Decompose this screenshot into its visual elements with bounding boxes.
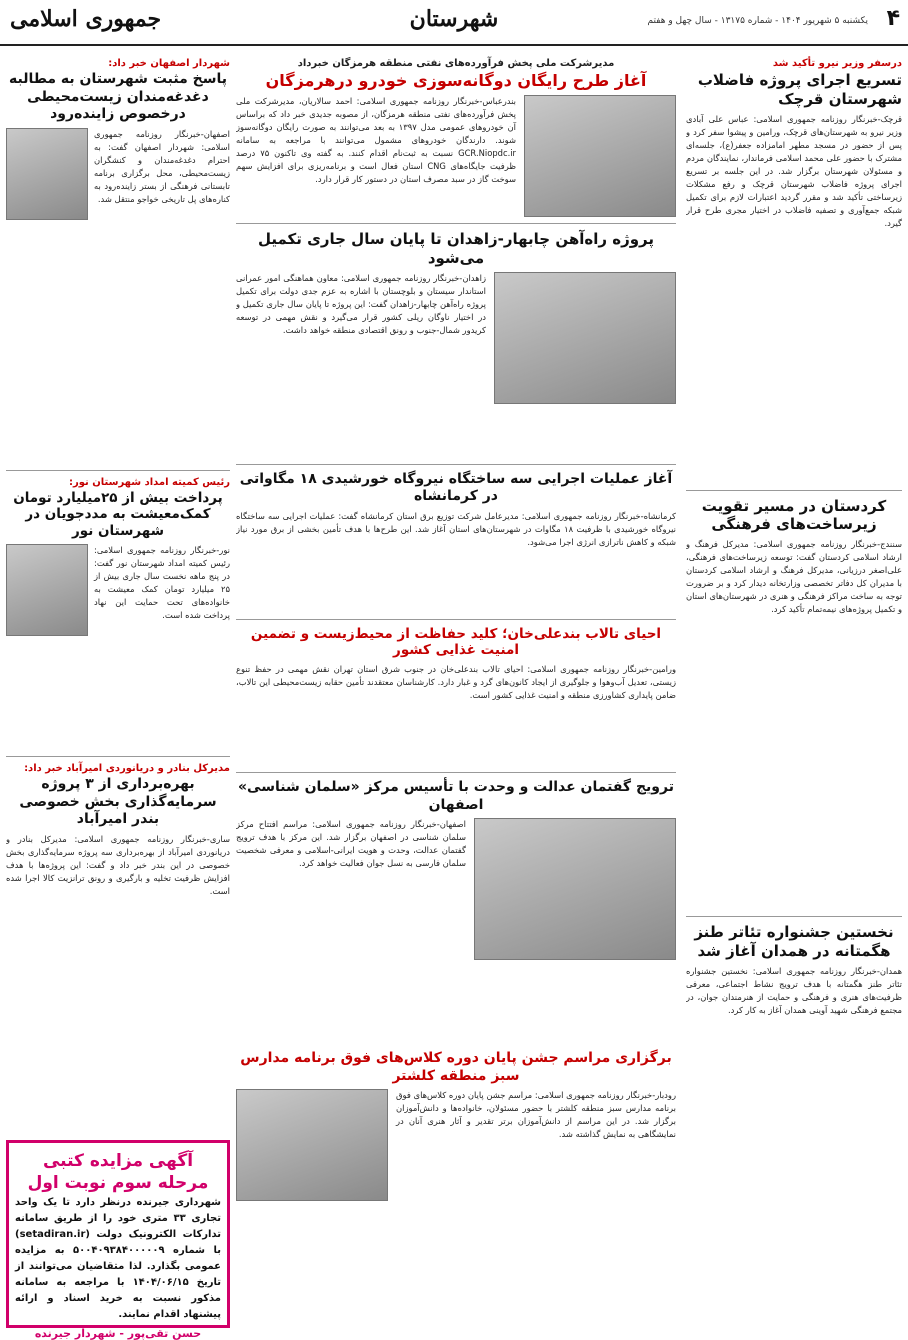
left-column bbox=[6, 56, 230, 1136]
headline: بهره‌برداری از ۳ پروژه سرمایه‌گذاری بخش خصوصی بندر امیرآباد bbox=[19, 776, 217, 828]
article-body: نور-خبرنگار روزنامه جمهوری اسلامی: رئیس کمیته امداد شهرستان نور گفت: در پنج ماهه نخست سال جاری بیش از ۲۵ میلیارد تومان کمک معیشت به خانواده‌های تحت حمایت این نهاد پرداخت شده است. bbox=[94, 545, 230, 621]
headline: پرداخت بیش از ۲۵میلیارد تومان کمک‌معیشت به مددجویان در شهرستان نور bbox=[13, 489, 223, 540]
headline: آغاز طرح رایگان دوگانه‌سوزی خودرو درهرمزگان bbox=[265, 71, 647, 90]
photo-official bbox=[6, 544, 88, 636]
photo-official bbox=[524, 95, 676, 217]
kicker: شهردار اصفهان خبر داد: bbox=[108, 58, 230, 69]
kicker: مدیرکل بنادر و دریانوردی امیرآباد خبر داد: bbox=[24, 763, 230, 775]
headline: احیای تالاب بندعلی‌خان؛ کلید حفاظت از محیط‌زیست و تضمین امنیت غذایی کشور bbox=[250, 625, 662, 659]
headline: آغاز عملیات اجرایی سه ساختگاه نیروگاه خورشیدی ۱۸ مگاواتی در کرمانشاه bbox=[239, 470, 673, 504]
kicker: درسفر وزیر نیرو تأکید شد bbox=[772, 58, 902, 69]
kicker: رئیس کمیته امداد شهرستان نور: bbox=[68, 476, 230, 488]
ad-title: آگهی مزایده کتبی bbox=[42, 1151, 194, 1171]
photo-students bbox=[236, 1089, 388, 1201]
headline: ترویج گفتمان عدالت و وحدت با تأسیس مرکز «سلمان شناسی» اصفهان bbox=[238, 779, 674, 813]
article-body: اصفهان-خبرنگار روزنامه جمهوری اسلامی: مراسم افتتاح مرکز سلمان شناسی در اصفهان برگزار شد. این مرکز با هدف ترویج گفتمان عدالت، وحدت و هویت ایرانی-اسلامی و معرفی شخصیت سلمان فارسی به نسل جوان فعالیت خواهد کرد. bbox=[236, 819, 466, 869]
page-number: ۴ bbox=[886, 6, 900, 31]
article-body: کرمانشاه-خبرنگار روزنامه جمهوری اسلامی: مدیرعامل شرکت توزیع برق استان کرمانشاه گفت: عملیات اجرایی سه ساختگاه نیروگاه خورشیدی با ظرفیت ۱۸ مگاوات در شهرستان‌های استان آغاز شد. این طرح‌ها با هدف تأمین بخشی از برق مورد نیاز شبکه و کاهش ناترازی انرژی اجرا می‌شود. bbox=[236, 510, 676, 547]
kicker: مدیرشرکت ملی پخش فرآورده‌های نفتی منطقه هرمزگان خبرداد bbox=[297, 58, 615, 69]
article-body: همدان-خبرنگار روزنامه جمهوری اسلامی: نخستین جشنواره تئاتر طنز هگمتانه با هدف ترویج نشاط اجتماعی، معرفی ظرفیت‌های هنری و فرهنگی و حمایت از هنرمندان جوان، در مجتمع فرهنگی شهید آوینی همدان آغاز به کار کرد. bbox=[686, 965, 902, 1015]
article-body: بندرعباس-خبرنگار روزنامه جمهوری اسلامی: احمد سالاریان، مدیرشرکت ملی پخش فرآورده‌های نفتی منطقه هرمزگان، از مصوبه جدیدی خبر داد که براساس آن خودروهای عمومی مدل ۱۳۹۷ به بعد می‌توانند به صورت رایگان دوگانه‌سوز شوند. دارندگان خودروهای مشمول می‌توانند با مراجعه به سامانه GCR.Niopdc.ir نسبت به ثبت‌نام اقدام کنند. به گفته وی تاکنون ۷۵ درصد ظرفیت جایگاه‌های CNG استان فعال است و برنامه‌ریزی برای افزایش سهم سوخت گاز در سبد مصرف استان در دستور کار قرار دارد. bbox=[236, 96, 516, 185]
headline: تسریع اجرای پروژه فاضلاب شهرستان قرچک bbox=[697, 71, 902, 108]
ad-signature: حسن تقی‌پور - شهردار جیرنده bbox=[34, 1327, 202, 1340]
article-body: سنندج-خبرنگار روزنامه جمهوری اسلامی: مدیرکل فرهنگ و ارشاد اسلامی کردستان گفت: توسعه زیرساخت‌های فرهنگی، علی‌اصغر درزیانی، مدیرکل فرهنگ و ارشاد اسلامی کردستان با مدیران کل دفاتر تخصصی وزارتخانه دیدار کرد و بر ضرورت توجه به ساخت مراکز فرهنگی و هنری در شهرستان‌های استان و تکمیل پروژه‌های نیمه‌تمام تأکید کرد. bbox=[686, 539, 902, 615]
photo-mayor bbox=[6, 128, 88, 220]
bottom-article bbox=[236, 1048, 676, 1328]
article-body: اصفهان-خبرنگار روزنامه جمهوری اسلامی: شهردار اصفهان گفت: به احترام دغدغه‌مندان و کنشگران زیست‌محیطی، محل برگزاری برنامه تابستانی فرهنگی از بستر زاینده‌رود به کناره‌های پل تاریخی خواجو منتقل شد. bbox=[94, 128, 230, 204]
newspaper-logo: جمهوری اسلامی bbox=[10, 6, 162, 32]
headline: کردستان در مسیر تقویت زیرساخت‌های فرهنگی bbox=[701, 496, 887, 534]
article-body: قرچک-خبرنگار روزنامه جمهوری اسلامی: عباس علی آبادی وزیر نیرو به شهرستان‌های قرچک، ورامین و پیشوا سفر کرد و پس از حضور در مسجد مطهر امامزاده جعفر(ع)، جلسه‌ای مشترک با حضور علی محمد اسلامی فرماندار، نمایندگان مردم و مسئولان شهرستان برگزار شد. در این جلسه بر تسریع اجرای پروژه فاضلاب شهرستان قرچک و رفع مشکلات زیرساختی تأکید شد و مقرر گردید اعتبارات لازم برای تکمیل شبکه جمع‌آوری و تصفیه فاضلاب در اختیار مجری طرح قرار گیرد. bbox=[686, 113, 902, 228]
auction-ad bbox=[6, 1140, 230, 1340]
section-title: شهرستان bbox=[409, 6, 499, 32]
ad-body: شهرداری جیرنده درنظر دارد تا یک واحد تجاری ۳۳ متری خود را از طریق سامانه تدارکات الکترونیک دولت (setadiran.ir) با شماره ۵۰۰۴۰۹۳۸۴۰۰۰۰۰۹ به مزایده عمومی بگذارد. لذا متقاضیان می‌توانند از تاریخ ۱۴۰۴/۰۶/۱۵ با مراجعه به سامانه مذکور نسبت به خرید اسناد و ارائه پیشنهاد اقدام نمایند. bbox=[15, 1197, 222, 1320]
headline: پروژه راه‌آهن چابهار-زاهدان تا پایان سال جاری تکمیل می‌شود bbox=[257, 230, 654, 267]
headline: نخستین جشنواره تئاتر طنز هگمتانه در همدان آغاز شد bbox=[694, 923, 894, 960]
ad-subtitle: مرحله سوم نوبت اول bbox=[27, 1173, 209, 1193]
article-body: زاهدان-خبرنگار روزنامه جمهوری اسلامی: معاون هماهنگی امور عمرانی استاندار سیستان و بلوچستان با اشاره به عزم جدی دولت برای تکمیل پروژه راه‌آهن چابهار-زاهدان گفت: این پروژه تا پایان سال جاری تکمیل و در اختیار ناوگان ریلی کشور قرار می‌گیرد و نقش مهمی در توسعه کریدور شمال-جنوب و رونق اقتصادی منطقه خواهد داشت. bbox=[236, 272, 486, 335]
article-body: ورامین-خبرنگار روزنامه جمهوری اسلامی: احیای تالاب بندعلی‌خان در جنوب شرق استان تهران نقش مهمی در حفظ تنوع زیستی، تعدیل آب‌وهوا و جلوگیری از ایجاد کانون‌های گرد و غبار دارد. کارشناسان معتقدند تأمین حقابه زیست‌محیطی این تالاب، ضامن پایداری کشاورزی منطقه و امنیت غذایی کشور است. bbox=[236, 664, 676, 701]
headline: برگزاری مراسم جشن پایان دوره کلاس‌های فوق برنامه مدارس سبز منطقه کلشتر bbox=[240, 1050, 672, 1084]
photo-railway bbox=[494, 272, 676, 404]
dateline: یکشنبه ۵ شهریور ۱۴۰۴ - شماره ۱۳۱۷۵ - سال چهل و هفتم bbox=[647, 16, 868, 26]
right-column bbox=[686, 56, 902, 1326]
article-body: ساری-خبرنگار روزنامه جمهوری اسلامی: مدیرکل بنادر و دریانوردی امیرآباد از بهره‌برداری سه پروژه سرمایه‌گذاری بخش خصوصی در این بندر خبر داد و گفت: این پروژه‌ها با هدف افزایش ظرفیت تخلیه و بارگیری و رونق ترانزیت کالا اجرا شده است. bbox=[6, 833, 230, 896]
photo-ceremony bbox=[474, 818, 676, 960]
headline: پاسخ مثبت شهرستان به مطالبه دغدغه‌مندان زیست‌محیطی درخصوص زاینده‌رود bbox=[9, 71, 227, 122]
article-body: رودبار-خبرنگار روزنامه جمهوری اسلامی: مراسم جشن پایان دوره کلاس‌های فوق برنامه مدارس سبز منطقه کلشتر با حضور مسئولان، خانواده‌ها و دانش‌آموزان برگزار شد. در این مراسم از دانش‌آموزان برتر تقدیر و آثار هنری آنان در نمایشگاهی به نمایش گذاشته شد. bbox=[396, 1090, 676, 1140]
masthead bbox=[0, 0, 908, 46]
